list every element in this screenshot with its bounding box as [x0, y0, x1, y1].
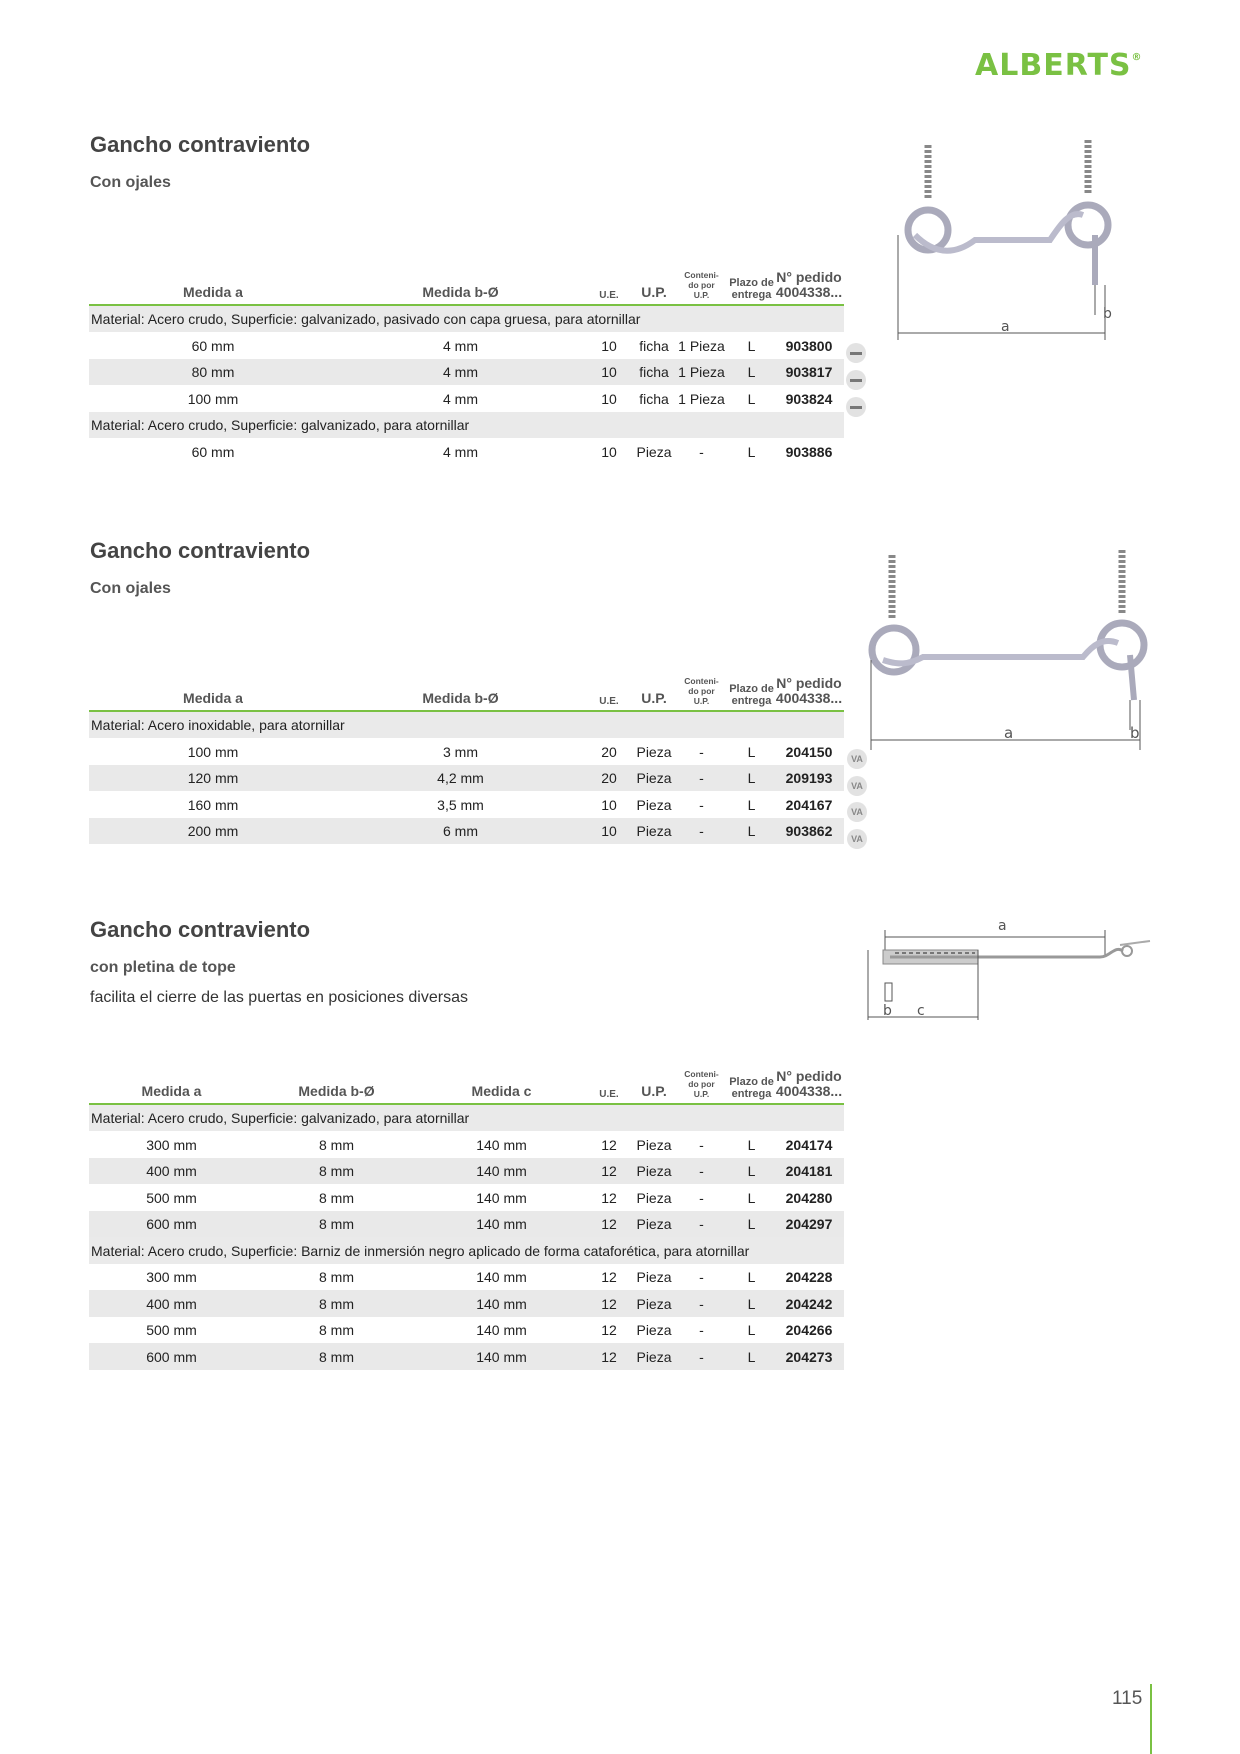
dimension-label-b: b — [1103, 306, 1112, 322]
stainless-badge: VA — [847, 776, 867, 796]
order-number: 204150 — [785, 743, 833, 760]
order-number: 204174 — [785, 1136, 833, 1153]
table-row: 100 mm 4 mm 10 ficha 1 Pieza L 903824 — [89, 385, 844, 412]
order-number: 903862 — [774, 818, 844, 845]
brand-logo — [975, 48, 1155, 83]
dimension-label-a: a — [1001, 319, 1010, 335]
header-medida-b: Medida b-Ø — [337, 270, 584, 305]
hook-with-plate-diagram — [865, 915, 1155, 1025]
material-row: Material: Acero inoxidable, para atornillar — [89, 711, 844, 739]
table-row: 60 mm 4 mm 10 Pieza - L 903886 — [89, 438, 844, 465]
material-row: Material: Acero crudo, Superficie: galvanizado, para atornillar — [89, 1104, 844, 1132]
product-subtitle: Con ojales — [90, 580, 171, 597]
dimension-label-a: a — [1004, 724, 1014, 742]
header-medida-b: Medida b-Ø — [337, 676, 584, 711]
material-row: Material: Acero crudo, Superficie: galvanizado, pasivado con capa gruesa, para atornillar — [89, 305, 844, 333]
table-row: 500 mm 8 mm 140 mm 12 Pieza - L 204266 — [89, 1317, 844, 1344]
header-plazo: Plazo de entrega — [729, 1069, 774, 1104]
page-accent-line — [1150, 1684, 1152, 1754]
order-number: 204167 — [785, 796, 833, 813]
table-row: 500 mm 8 mm 140 mm 12 Pieza - L 204280 — [89, 1184, 844, 1211]
product-title: Gancho contraviento — [90, 917, 311, 942]
order-number: 204273 — [774, 1343, 844, 1370]
page-number: 115 — [1112, 1688, 1143, 1709]
order-number: 204181 — [774, 1158, 844, 1185]
product-title: Gancho contraviento — [90, 538, 311, 563]
screw-icon — [846, 343, 866, 363]
table-row: 600 mm 8 mm 140 mm 12 Pieza - L 204273 — [89, 1343, 844, 1370]
header-ue: U.E. — [584, 270, 634, 305]
header-contenido: Conteni- do por U.P. — [674, 1069, 729, 1104]
table-row: 400 mm 8 mm 140 mm 12 Pieza - L 204181 — [89, 1158, 844, 1185]
brand-name: ALBERTS — [975, 48, 1132, 83]
header-medida-a: Medida a — [89, 1069, 254, 1104]
header-contenido: Conteni- do por U.P. — [674, 676, 729, 711]
order-number: 204242 — [774, 1290, 844, 1317]
order-number: 204280 — [785, 1189, 833, 1206]
hook-diagram-2 — [868, 545, 1148, 750]
header-plazo: Plazo de entrega — [729, 676, 774, 711]
order-number: 903886 — [785, 443, 833, 460]
table-header — [89, 676, 844, 711]
header-ue: U.E. — [584, 676, 634, 711]
product-table — [89, 270, 844, 465]
product-description: facilita el cierre de las puertas en posiciones diversas — [90, 989, 468, 1006]
product-table — [89, 676, 844, 844]
table-row: 400 mm 8 mm 140 mm 12 Pieza - L 204242 — [89, 1290, 844, 1317]
material-row: Material: Acero crudo, Superficie: galvanizado, para atornillar — [89, 412, 844, 439]
header-pedido: N° pedido 4004338... — [774, 676, 844, 711]
header-pedido: N° pedido 4004338... — [774, 270, 844, 305]
order-number: 903817 — [774, 359, 844, 386]
header-up: U.P. — [634, 1069, 674, 1104]
order-number: 903800 — [785, 337, 833, 354]
header-medida-b: Medida b-Ø — [254, 1069, 419, 1104]
stainless-badge: VA — [847, 749, 867, 769]
screw-icon — [846, 370, 866, 390]
table-row: 300 mm 8 mm 140 mm 12 Pieza - L 204228 — [89, 1264, 844, 1291]
table-row: 60 mm 4 mm 10 ficha 1 Pieza L 903800 — [89, 332, 844, 359]
order-number: 209193 — [774, 765, 844, 792]
order-number: 204266 — [785, 1322, 833, 1339]
dimension-label-c: c — [917, 1003, 925, 1019]
dimension-label-b: b — [883, 1003, 892, 1019]
stainless-badge: VA — [847, 829, 867, 849]
header-medida-c: Medida c — [419, 1069, 584, 1104]
stainless-badge: VA — [847, 802, 867, 822]
order-number: 204228 — [785, 1269, 833, 1286]
order-number: 204297 — [774, 1211, 844, 1238]
table-row: 600 mm 8 mm 140 mm 12 Pieza - L 204297 — [89, 1211, 844, 1238]
hook-diagram-1 — [895, 135, 1125, 345]
table-header — [89, 1069, 844, 1104]
product-subtitle: Con ojales — [90, 174, 171, 191]
header-up: U.P. — [634, 270, 674, 305]
table-row: 200 mm 6 mm 10 Pieza - L 903862 — [89, 818, 844, 845]
material-row: Material: Acero crudo, Superficie: Barniz de inmersión negro aplicado de forma cataforética, para atornillar — [89, 1237, 844, 1264]
header-up: U.P. — [634, 676, 674, 711]
order-number: 903824 — [785, 390, 833, 407]
table-row: 300 mm 8 mm 140 mm 12 Pieza - L 204174 — [89, 1131, 844, 1158]
product-subtitle: con pletina de tope — [90, 959, 236, 976]
header-pedido: N° pedido 4004338... — [774, 1069, 844, 1104]
header-ue: U.E. — [584, 1069, 634, 1104]
table-header — [89, 270, 844, 305]
header-medida-a: Medida a — [89, 676, 337, 711]
header-plazo: Plazo de entrega — [729, 270, 774, 305]
table-row: 80 mm 4 mm 10 ficha 1 Pieza L 903817 — [89, 359, 844, 386]
table-row: 120 mm 4,2 mm 20 Pieza - L 209193 — [89, 765, 844, 792]
table-row: 160 mm 3,5 mm 10 Pieza - L 204167 — [89, 791, 844, 818]
header-medida-a: Medida a — [89, 270, 337, 305]
dimension-label-b: b — [1130, 724, 1140, 742]
product-title: Gancho contraviento — [90, 132, 311, 157]
registered-mark: ® — [1131, 52, 1143, 63]
screw-icon — [846, 397, 866, 417]
product-table — [89, 1069, 844, 1370]
dimension-label-a: a — [998, 918, 1007, 934]
table-row: 100 mm 3 mm 20 Pieza - L 204150 — [89, 738, 844, 765]
header-contenido: Conteni- do por U.P. — [674, 270, 729, 305]
